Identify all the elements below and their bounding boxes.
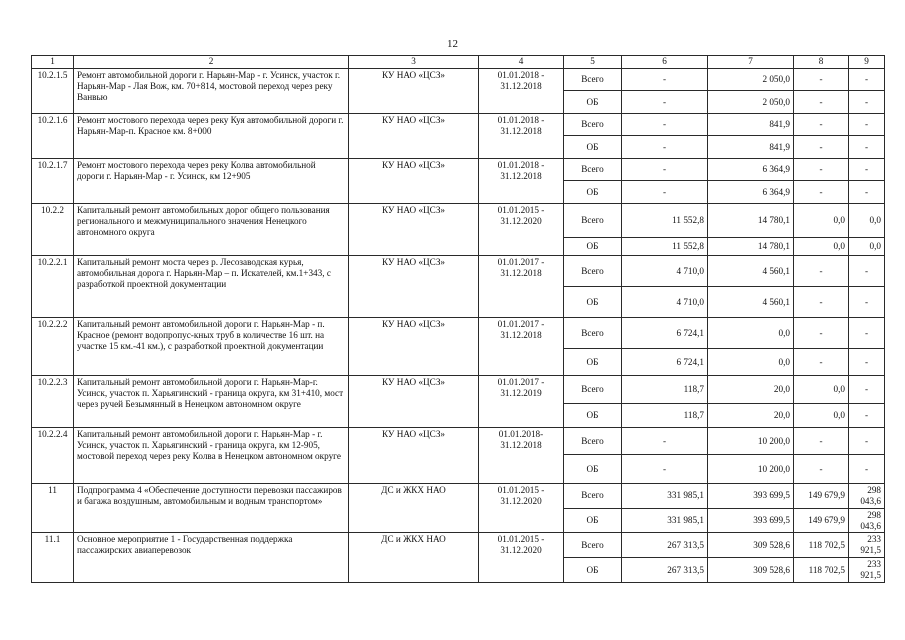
item-executor: КУ НАО «ЦСЗ» [349,114,479,159]
amount-c6: 118,7 [622,404,708,428]
item-name: Ремонт автомобильной дороги г. Нарьян-Мар - г. Усинск, участок г. Нарьян-Мар - Лая Вож, км. 70+814, мостовой переход через реку Ванвью [74,69,349,114]
amount-c7: 6 364,9 [708,159,794,181]
table-row [32,484,885,509]
amount-c7: 20,0 [708,404,794,428]
amount-c8: 0,0 [794,376,849,404]
amount-c8: 149 679,9 [794,484,849,509]
amount-c9: - [849,114,885,136]
amount-c7: 309 528,6 [708,558,794,583]
amount-c7: 0,0 [708,318,794,349]
funding-source: ОБ [564,238,622,256]
table-row [32,69,885,91]
item-code: 10.2.2 [32,204,74,256]
amount-c7: 841,9 [708,114,794,136]
amount-c6: - [622,69,708,91]
item-name: Капитальный ремонт автомобильной дороги г. Нарьян-Мар - г. Усинск, участок п. Харьягинский - граница округа, км 12-905, мостовой переход через реку Колва в Ненецком автономном округе [74,428,349,484]
funding-source: Всего [564,484,622,509]
table-row [32,533,885,558]
item-code: 10.2.2.1 [32,256,74,318]
item-name: Капитальный ремонт автомобильной дороги г. Нарьян-Мар-г. Усинск, участок п. Харьягинский - граница округа, км 31+410, мост через ручей Безымянный в Ненецком автономном округе [74,376,349,428]
amount-c8: 0,0 [794,404,849,428]
funding-source: Всего [564,318,622,349]
column-number-cell: 1 [32,56,74,69]
amount-c9: - [849,318,885,349]
item-period: 01.01.2017 - 31.12.2018 [479,256,564,318]
amount-c9: - [849,428,885,455]
item-code: 10.2.2.3 [32,376,74,428]
amount-c7: 14 780,1 [708,204,794,238]
item-period: 01.01.2017 - 31.12.2018 [479,318,564,376]
funding-source: Всего [564,428,622,455]
item-executor: ДС и ЖКХ НАО [349,484,479,533]
amount-c9: 298 043,6 [849,508,885,533]
funding-source: ОБ [564,136,622,159]
item-code: 10.2.2.2 [32,318,74,376]
funding-source: Всего [564,204,622,238]
amount-c7: 2 050,0 [708,69,794,91]
amount-c9: - [849,181,885,204]
amount-c9: - [849,91,885,114]
item-period: 01.01.2015 - 31.12.2020 [479,484,564,533]
amount-c6: 11 552,8 [622,204,708,238]
amount-c9: - [849,136,885,159]
funding-source: ОБ [564,455,622,484]
amount-c9: 0,0 [849,204,885,238]
amount-c7: 309 528,6 [708,533,794,558]
funding-source: Всего [564,69,622,91]
amount-c7: 10 200,0 [708,428,794,455]
amount-c8: - [794,287,849,318]
funding-source: Всего [564,159,622,181]
item-name: Капитальный ремонт автомобильной дороги г. Нарьян-Мар - п. Красное (ремонт водопропус-кных труб в количестве 16 шт. на участке 15 км.-41 км.), с разработкой проектной документации [74,318,349,376]
amount-c7: 393 699,5 [708,508,794,533]
amount-c8: 0,0 [794,204,849,238]
item-executor: КУ НАО «ЦСЗ» [349,159,479,204]
funding-source: Всего [564,533,622,558]
table-row [32,159,885,181]
table-row [32,428,885,455]
item-code: 10.2.1.6 [32,114,74,159]
item-executor: КУ НАО «ЦСЗ» [349,256,479,318]
funding-source: ОБ [564,91,622,114]
item-period: 01.01.2018 - 31.12.2018 [479,69,564,114]
column-number-cell: 3 [349,56,479,69]
column-number-cell: 7 [708,56,794,69]
amount-c8: 0,0 [794,238,849,256]
amount-c7: 10 200,0 [708,455,794,484]
amount-c8: - [794,256,849,287]
amount-c9: 298 043,6 [849,484,885,509]
item-name: Подпрограмма 4 «Обеспечение доступности перевозки пассажиров и багажа воздушным, автомобильным и водным транспортом» [74,484,349,533]
funding-source: ОБ [564,349,622,376]
amount-c7: 20,0 [708,376,794,404]
amount-c6: 4 710,0 [622,256,708,287]
funding-source: ОБ [564,558,622,583]
item-period: 01.01.2018 - 31.12.2018 [479,114,564,159]
amount-c9: - [849,349,885,376]
funding-source: ОБ [564,404,622,428]
column-number-cell: 2 [74,56,349,69]
amount-c6: 331 985,1 [622,508,708,533]
amount-c9: 233 921,5 [849,558,885,583]
amount-c6: 331 985,1 [622,484,708,509]
amount-c8: 118 702,5 [794,533,849,558]
item-name: Ремонт мостового перехода через реку Колва автомобильной дороги г. Нарьян-Мар - г. Усинск, км 12+905 [74,159,349,204]
item-executor: КУ НАО «ЦСЗ» [349,204,479,256]
page-number: 12 [447,38,458,50]
amount-c6: - [622,159,708,181]
amount-c6: - [622,181,708,204]
funding-source: Всего [564,376,622,404]
item-period: 01.01.2018 - 31.12.2018 [479,159,564,204]
amount-c7: 393 699,5 [708,484,794,509]
column-number-cell: 6 [622,56,708,69]
item-code: 10.2.2.4 [32,428,74,484]
amount-c7: 0,0 [708,349,794,376]
amount-c8: - [794,349,849,376]
amount-c9: - [849,455,885,484]
item-period: 01.01.2017 - 31.12.2019 [479,376,564,428]
amount-c7: 6 364,9 [708,181,794,204]
table-row [32,114,885,136]
item-name: Капитальный ремонт моста через р. Лесозаводская курья, автомобильная дорога г. Нарьян-Мар – п. Искателей, км.1+343, с разработкой проектной документации [74,256,349,318]
item-code: 11 [32,484,74,533]
amount-c7: 4 560,1 [708,256,794,287]
amount-c6: 267 313,5 [622,558,708,583]
amount-c8: - [794,91,849,114]
amount-c6: - [622,136,708,159]
table-row [32,318,885,349]
amount-c9: - [849,287,885,318]
table-row [32,204,885,238]
item-period: 01.01.2015 - 31.12.2020 [479,533,564,582]
item-executor: КУ НАО «ЦСЗ» [349,318,479,376]
column-number-cell: 8 [794,56,849,69]
budget-table [31,55,885,583]
amount-c8: 149 679,9 [794,508,849,533]
amount-c8: 118 702,5 [794,558,849,583]
amount-c9: - [849,404,885,428]
amount-c6: - [622,114,708,136]
amount-c7: 14 780,1 [708,238,794,256]
column-number-row [32,56,885,69]
amount-c9: - [849,69,885,91]
amount-c6: 11 552,8 [622,238,708,256]
amount-c6: 6 724,1 [622,318,708,349]
item-code: 11.1 [32,533,74,582]
amount-c7: 841,9 [708,136,794,159]
amount-c6: - [622,455,708,484]
column-number-cell: 4 [479,56,564,69]
column-number-cell: 5 [564,56,622,69]
funding-source: ОБ [564,287,622,318]
amount-c6: - [622,91,708,114]
amount-c8: - [794,159,849,181]
amount-c9: - [849,159,885,181]
amount-c6: 118,7 [622,376,708,404]
item-executor: КУ НАО «ЦСЗ» [349,69,479,114]
amount-c6: 267 313,5 [622,533,708,558]
amount-c9: - [849,376,885,404]
funding-source: ОБ [564,181,622,204]
item-code: 10.2.1.7 [32,159,74,204]
amount-c8: - [794,136,849,159]
item-executor: ДС и ЖКХ НАО [349,533,479,582]
amount-c9: 0,0 [849,238,885,256]
amount-c7: 2 050,0 [708,91,794,114]
funding-source: ОБ [564,508,622,533]
amount-c8: - [794,69,849,91]
amount-c8: - [794,181,849,204]
amount-c6: 4 710,0 [622,287,708,318]
item-name: Капитальный ремонт автомобильных дорог общего пользования регионального и межмуниципального значения Ненецкого автономного округа [74,204,349,256]
item-code: 10.2.1.5 [32,69,74,114]
amount-c7: 4 560,1 [708,287,794,318]
table-row [32,256,885,287]
amount-c8: - [794,428,849,455]
amount-c9: - [849,256,885,287]
funding-source: Всего [564,256,622,287]
amount-c6: 6 724,1 [622,349,708,376]
amount-c8: - [794,114,849,136]
item-executor: КУ НАО «ЦСЗ» [349,376,479,428]
amount-c8: - [794,455,849,484]
item-name: Ремонт мостового перехода через реку Куя автомобильной дороги г. Нарьян-Мар-п. Красное км. 8+000 [74,114,349,159]
amount-c9: 233 921,5 [849,533,885,558]
item-executor: КУ НАО «ЦСЗ» [349,428,479,484]
column-number-cell: 9 [849,56,885,69]
amount-c8: - [794,318,849,349]
table-row [32,376,885,404]
amount-c6: - [622,428,708,455]
funding-source: Всего [564,114,622,136]
item-period: 01.01.2018- 31.12.2018 [479,428,564,484]
item-name: Основное мероприятие 1 - Государственная поддержка пассажирских авиаперевозок [74,533,349,582]
item-period: 01.01.2015 - 31.12.2020 [479,204,564,256]
